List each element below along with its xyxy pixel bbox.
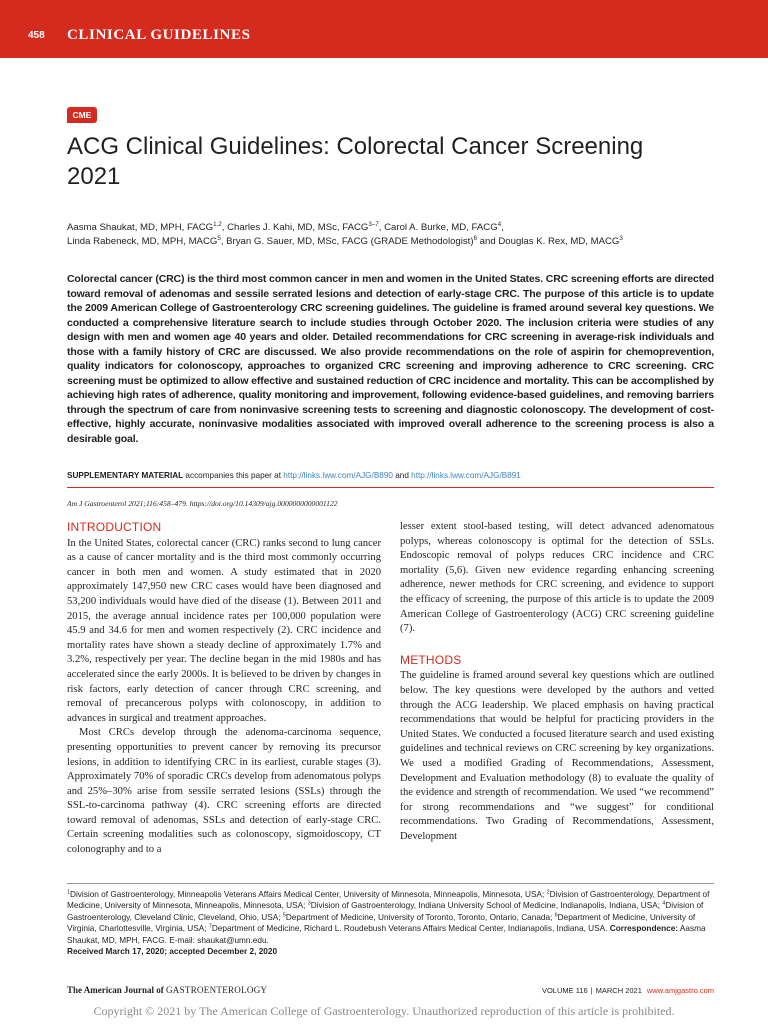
section-title: CLINICAL GUIDELINES [67,27,251,43]
supplementary-link-2[interactable]: http://links.lww.com/AJG/B891 [411,471,521,480]
supplementary-material [67,471,717,480]
correspondence: Aasma Shaukat, MD, MPH, FACG. E-mail: shaukat@umn.edu. [67,924,706,945]
volume: VOLUME 116 [541,986,588,995]
footnotes [67,889,715,957]
introduction-paragraph-2: Most CRCs develop through the adenoma-carcinoma sequence, presenting opportunities to prevent cancer by removing its precursor lesions, in addition to identifying CRC in its earliest, curable stages (3). Approximately 70% of sporadic CRCs develop from adenomatous polyps and 25%–30% arise from sessile serrated lesions (SSLs) through the SSL-to-carcinoma pathway (4). CRC screening efforts are directed toward removal of adenomas, SSLs and detection of early-stage CRC. Certain screening modalities such as colonoscopy, sigmoidoscopy, CT colonography and to a [67,727,381,856]
body-column-right [400,520,714,844]
introduction-heading: INTRODUCTION [67,520,162,534]
supplementary-label: SUPPLEMENTARY MATERIAL [67,471,184,480]
issue-date: MARCH 2021 [595,986,642,995]
abstract: Colorectal cancer (CRC) is the third most common cancer in men and women in the United States. CRC screening efforts are directed toward removal of adenomas and sessile serrated lesions and detection of early-stage CRC. The purpose of this article is to update the 2009 American College of Gastroenterology CRC screening guidelines. The guideline is framed around several key questions. We conducted a comprehensive literature search to include studies through October 2020. The inclusion criteria were studies of any design with men and women age 40 years and older. Detailed recommendations for CRC screening in average-risk individuals and those with a family history of CRC are discussed. We also provide recommendations on the role of aspirin for chemoprevention, quality indicators for colonoscopy, approaches to organized CRC screening and improving adherence to CRC screening. CRC screening must be optimized to allow effective and sustained reduction of CRC incidence and mortality. This can be accomplished by achieving high rates of adherence, quality monitoring and improvement, following evidence-based guidelines, and removing barriers through the spectrum of care from noninvasive screening tests to screening and diagnostic colonoscopy. The development of cost-effective, highly accurate, noninvasive modalities associated with improved overall adherence to the screening process is also a desirable goal. [67,273,714,446]
issue-info: VOLUME 116 | MARCH 2021 www.amjgastro.com [541,986,714,995]
supplementary-text: accompanies this paper at [183,471,284,480]
journal-name: The American Journal of GASTROENTEROLOGY [67,985,268,995]
correspondence-label: Correspondence: [609,924,679,934]
methods-heading: METHODS [400,652,462,667]
methods-paragraph-1: The guideline is framed around several key questions which are outlined below. The key questions were developed by the authors and vetted through the ACG leadership. We placed emphasis on having practical recommendations that would be helpful for practicing providers in the United States. We conducted a focused literature search and used existing guidelines and technical reviews on CRC screening by key organizations. We used a modified Grading of Recommendations, Assessment, Development and Evaluation methodology (8) to evaluate the quality of the evidence and strength of recommendation. We used “we recommend” for strong recommendations and “we suggest” for conditional recommendations. Two Grading of Recommendations, Assessment, Development [400,670,714,842]
author-list [67,221,717,249]
copyright-notice: Copyright © 2021 by The American College of Gastroenterology. Unauthorized reproduction of this article is prohibited. [93,1004,675,1018]
page-number: 458 [28,30,45,41]
divider [67,487,714,488]
introduction-paragraph-1: In the United States, colorectal cancer (CRC) ranks second to lung cancer as a cause of cancer mortality and is the third most commonly occurring cancer in both men and women. A study estimated that in 2020 approximately 147,950 new CRC cases would have been diagnosed and 53,200 individuals would have died of the disease (1). Between 2011 and 2015, the average annual incidence rates per 100,000 population were 45.9 and 34.6 for men and women respectively (2). CRC incidence and mortality rates have shown a steady decline of approximately 1.7% and 3.2%, respectively per year. The decline began in the mid 1980s and has accelerated since the early 2000s. It is believed to be driven by changes in risk factors, early detection of cancer through CRC screening, and removal of precancerous polyps with colonoscopy, in addition to advances in surgical and treatment approaches. [67,537,381,724]
affiliations: $^1$Division of Gastroenterology, Minneapolis Veterans Affairs Medical Center, University of Minnesota, Minneapolis, Minnesota, USA; $^2$Division of Gastroenterology, Department of Medicine, University of Minnesota, Minneapolis, Minnesota, USA; $^3$Division of Gastroenterology, Indiana University School of Medicine, Indianapolis, Indiana, USA; $^4$Division of Gastroenterology, Cleveland Clinic, Cleveland, Ohio, USA; $^5$Department of Medicine, University of Toronto, Toronto, Ontario, Canada; $^6$Department of Medicine, University of Virginia, Charlottesville, Virginia, USA; $^7$Department of Medicine, Richard L. Roudebush Veterans Affairs Medical Center, Indianapolis, Indiana, USA. [67,889,710,934]
received-dates: Received March 17, 2020; accepted December 2, 2020 [67,947,278,957]
citation: Am J Gastroenterol 2021;116:458–479. https://doi.org/10.14309/ajg.0000000000001122 [67,499,338,508]
cme-badge: CME [67,107,97,123]
page-header [0,0,768,58]
supplementary-link-1[interactable]: http://links.lww.com/AJG/B890 [283,471,393,480]
footnote-divider [67,883,714,884]
article-title: ACG Clinical Guidelines: Colorectal Cancer Screening 2021 [67,133,644,190]
introduction-paragraph-3: lesser extent stool-based testing, will detect advanced adenomatous polyps, whereas colonoscopy is optimal for the detection of SSLs. Endoscopic removal of polyps reduces CRC incidence and CRC mortality (5,6). Given new evidence regarding enhancing screening adherence, newer methods for CRC screening, and evidence to support the efficacy of screening, the purpose of this article is to update the 2009 American College of Gastroenterology (ACG) CRC screening guideline (7). [400,521,714,635]
author-line-1: Aasma Shaukat, MD, MPH, FACG$^{1,2}$, Charles J. Kahi, MD, MSc, FACG$^{3-7}$, Carol A. Burke, MD, FACG$^4$, [67,220,504,233]
author-line-2: Linda Rabeneck, MD, MPH, MACG$^5$, Bryan G. Sauer, MD, MSc, FACG (GRADE Methodologist)$^6$ and Douglas K. Rex, MD, MACG$^3$ [67,234,623,247]
supplementary-and: and [392,471,412,480]
body-column-left [67,520,381,858]
journal-url[interactable]: www.amjgastro.com [646,986,714,995]
